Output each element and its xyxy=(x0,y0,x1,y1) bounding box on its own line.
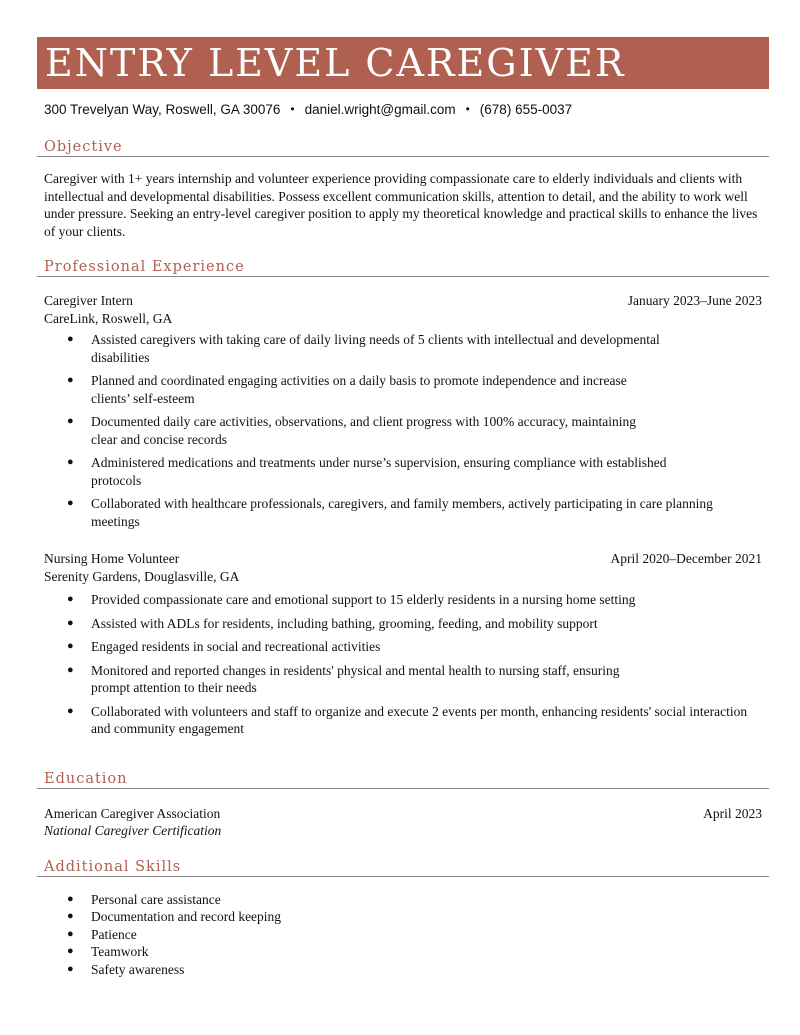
skill-text: Safety awareness xyxy=(91,961,185,977)
list-item xyxy=(44,926,762,944)
bullet-text: Collaborated with volunteers and staff to organize and execute 2 events per month, enhancing residents' social interaction and community engagement xyxy=(91,703,748,736)
list-item xyxy=(44,943,762,961)
resume-page xyxy=(37,37,769,978)
contact-phone[interactable]: (678) 655-0037 xyxy=(479,101,573,117)
contact-email[interactable]: daniel.wright@gmail.com xyxy=(304,101,456,117)
bullet-text: Administered medications and treatments under nurse’s supervision, ensuring compliance with established protocols xyxy=(91,455,667,488)
bullet-icon: ● xyxy=(67,962,74,975)
skill-text: Documentation and record keeping xyxy=(91,909,282,924)
objective-heading: Objective xyxy=(37,139,769,157)
job-title: Nursing Home Volunteer xyxy=(44,551,180,566)
job-dates: April 2020–December 2021 xyxy=(610,551,762,566)
list-item xyxy=(44,454,762,489)
skill-text: Patience xyxy=(91,926,137,942)
experience-heading: Professional Experience xyxy=(37,259,769,277)
bullet-text: Assisted caregivers with taking care of daily living needs of 5 clients with intellectual and developmental disabilities xyxy=(91,332,660,365)
skills-section xyxy=(37,891,769,979)
list-item xyxy=(44,703,762,738)
bullet-text: Collaborated with healthcare professionals, caregivers, and family members, actively participating in care planning meetings xyxy=(91,496,713,529)
title-banner xyxy=(37,37,769,89)
job-org: Serenity Gardens, Douglasville, GA xyxy=(44,568,240,584)
list-item xyxy=(44,638,762,656)
bullet-text: Monitored and reported changes in residents' physical and mental health to nursing staff, ensuring prompt attention to their needs xyxy=(91,662,620,695)
job-org: CareLink, Roswell, GA xyxy=(44,310,173,326)
bullet-icon: ● xyxy=(67,374,74,386)
list-item xyxy=(44,908,762,926)
bullet-text: Engaged residents in social and recreational activities xyxy=(91,639,381,654)
bullet-separator: • xyxy=(290,102,295,116)
bullet-text: Assisted with ADLs for residents, including bathing, grooming, feeding, and mobility support xyxy=(91,615,598,631)
bullet-icon: ● xyxy=(67,663,74,676)
skill-text: Personal care assistance xyxy=(91,891,221,907)
bullet-icon: ● xyxy=(67,593,74,605)
list-item xyxy=(44,615,762,633)
list-item xyxy=(44,331,762,366)
skill-text: Teamwork xyxy=(91,944,149,959)
objective-text: Caregiver with 1+ years internship and volunteer experience providing compassionate care to elderly individuals and clients with intellectual and developmental disabilities. Possess excellent communication skills, attention to detail, and the ability to work well under pressure. Seeking an entry-level caregiver position to apply my theoretical knowledge and practical skills to enhance the lives of your clients. xyxy=(44,171,758,239)
list-item xyxy=(44,961,762,979)
bullet-icon: ● xyxy=(67,415,74,427)
job-header xyxy=(44,292,762,310)
list-item xyxy=(44,495,762,530)
bullet-text: Planned and coordinated engaging activities on a daily basis to promote independence and increase clients’ self-esteem xyxy=(91,373,627,406)
page-title: ENTRY LEVEL CAREGIVER xyxy=(45,41,626,85)
bullet-icon: ● xyxy=(67,333,74,345)
list-item xyxy=(44,891,762,909)
bullet-icon: ● xyxy=(67,910,74,922)
bullet-icon: ● xyxy=(67,640,74,652)
bullet-icon: ● xyxy=(67,927,74,940)
skills-heading: Additional Skills xyxy=(37,859,769,877)
contact-address: 300 Trevelyan Way, Roswell, GA 30076 xyxy=(44,101,281,117)
list-item xyxy=(44,372,762,407)
job-dates: January 2023–June 2023 xyxy=(627,293,762,308)
job-entry xyxy=(37,292,769,530)
bullet-icon: ● xyxy=(67,497,74,509)
list-item xyxy=(44,591,762,609)
job-entry xyxy=(37,550,769,738)
list-item xyxy=(44,662,762,697)
job-bullets xyxy=(44,331,762,530)
bullet-icon: ● xyxy=(67,456,74,468)
contact-line xyxy=(37,99,769,119)
bullet-icon: ● xyxy=(67,616,74,629)
job-header xyxy=(44,550,762,568)
bullet-text: Documented daily care activities, observations, and client progress with 100% accuracy, maintaining clear and concise records xyxy=(91,414,636,447)
bullet-icon: ● xyxy=(67,892,74,905)
education-header xyxy=(44,805,762,823)
list-item xyxy=(44,413,762,448)
bullet-separator: • xyxy=(465,102,470,116)
education-school: American Caregiver Association xyxy=(44,805,221,821)
education-credential: National Caregiver Certification xyxy=(44,823,222,838)
job-bullets xyxy=(44,591,762,738)
bullet-icon: ● xyxy=(67,704,74,717)
education-entry xyxy=(37,805,769,840)
job-title: Caregiver Intern xyxy=(44,293,133,308)
education-date: April 2023 xyxy=(703,805,762,821)
bullet-icon: ● xyxy=(67,945,74,957)
bullet-text: Provided compassionate care and emotional support to 15 elderly residents in a nursing home setting xyxy=(91,592,636,607)
skills-list xyxy=(44,891,762,979)
education-heading: Education xyxy=(37,771,769,789)
